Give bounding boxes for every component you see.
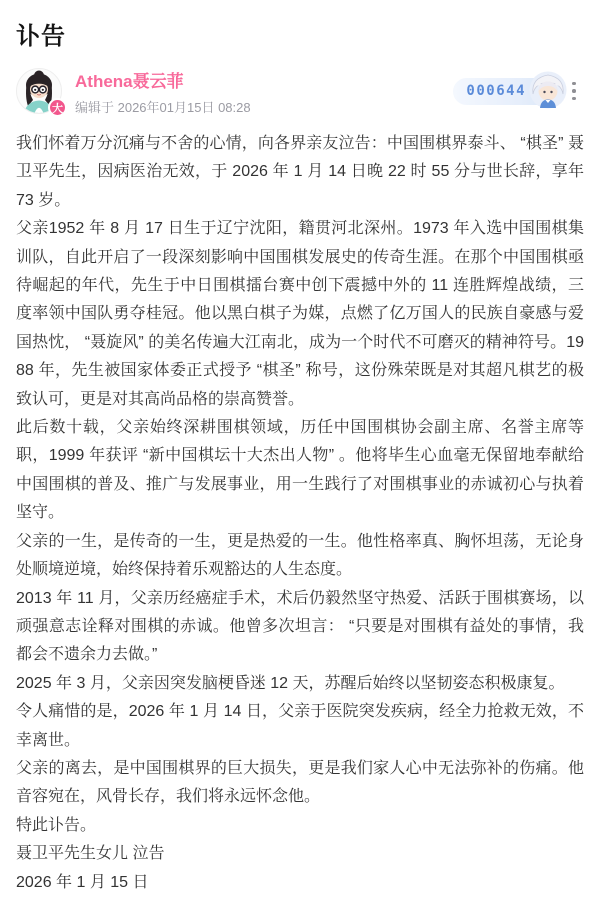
post-paragraph: 2013 年 11 月，父亲历经癌症手术，术后仍毅然坚守热爱、活跃于围棋赛场，以顽强意志诠释对围棋的赤诚。他曾多次坦言： “只要是对围棋有益处的事情，我都会不遗余力去做。” [16,589,584,664]
post-paragraph: 此后数十载，父亲始终深耕围棋领域，历任中国围棋协会副主席、名誉主席等职，1999 年获评 “新中国棋坛十大杰出人物” 。他将毕生心血毫无保留地奉献给中国围棋的普及、推广与发展事业，用一生践行了对围棋事业的赤诚初心与执着坚守。 [16,419,584,522]
post-paragraph: 父亲的一生，是传奇的一生，更是热爱的一生。他性格率真、胸怀坦荡，无论身处顺境逆境，始终保持着乐观豁达的人生态度。 [16,532,584,579]
post-body [16,130,584,897]
author-info [75,67,453,116]
author-level-badge: 大 [48,98,67,117]
page-title: 讣告 [16,23,66,50]
counter-mascot-icon [528,70,568,110]
visitor-counter-value: 000644 [466,83,526,99]
post-edit-timestamp: 编辑于 2026年01月15日 08:28 [75,99,251,115]
post-paragraph: 聂卫平先生女儿 泣告 [16,845,165,863]
post-paragraph: 父亲1952 年 8 月 17 日生于辽宁沈阳，籍贯河北深州。1973 年入选中国围棋集训队，自此开启了一段深刻影响中国围棋发展史的传奇生涯。在那个中国围棋亟待崛起的年代，先生于中日围棋擂台赛中创下震撼中外的 11 连胜辉煌战绩，三度率领中国队勇夺桂冠。他以黑白棋子为媒，点燃了亿万国人的民族自豪感与爱国热忱， “聂旋风” 的美名传遍大江南北，成为一个时代不可磨灭的精神符号。1988 年，先生被国家体委正式授予 “棋圣” 称号，这份殊荣既是对其超凡棋艺的极致认可，更是对其高尚品格的崇高赞誉。 [16,220,584,408]
post-paragraph: 父亲的离去，是中国围棋界的巨大损失，更是我们家人心中无法弥补的伤痛。他音容宛在，风骨长存，我们将永远怀念他。 [16,759,584,806]
more-options-icon[interactable] [566,78,582,104]
post-paragraph: 特此讣告。 [16,816,97,834]
post-header [16,67,584,115]
post-paragraph: 令人痛惜的是，2026 年 1 月 14 日，父亲于医院突发疾病，经全力抢救无效，不幸离世。 [16,703,584,749]
author-avatar[interactable] [16,68,62,114]
post-paragraph: 我们怀着万分沉痛与不舍的心情，向各界亲友泣告：中国围棋界泰斗、 “棋圣” 聂卫平先生，因病医治无效，于 2026 年 1 月 14 日晚 22 时 55 分与世长辞，享年 73 岁。 [16,135,584,209]
author-name[interactable]: Athena聂云菲 [75,71,184,91]
post-paragraph: 2026 年 1 月 15 日 [16,873,149,891]
visitor-counter[interactable] [453,78,562,105]
post-paragraph: 2025 年 3 月，父亲因突发脑梗昏迷 12 天，苏醒后始终以坚韧姿态积极康复。 [16,674,565,692]
